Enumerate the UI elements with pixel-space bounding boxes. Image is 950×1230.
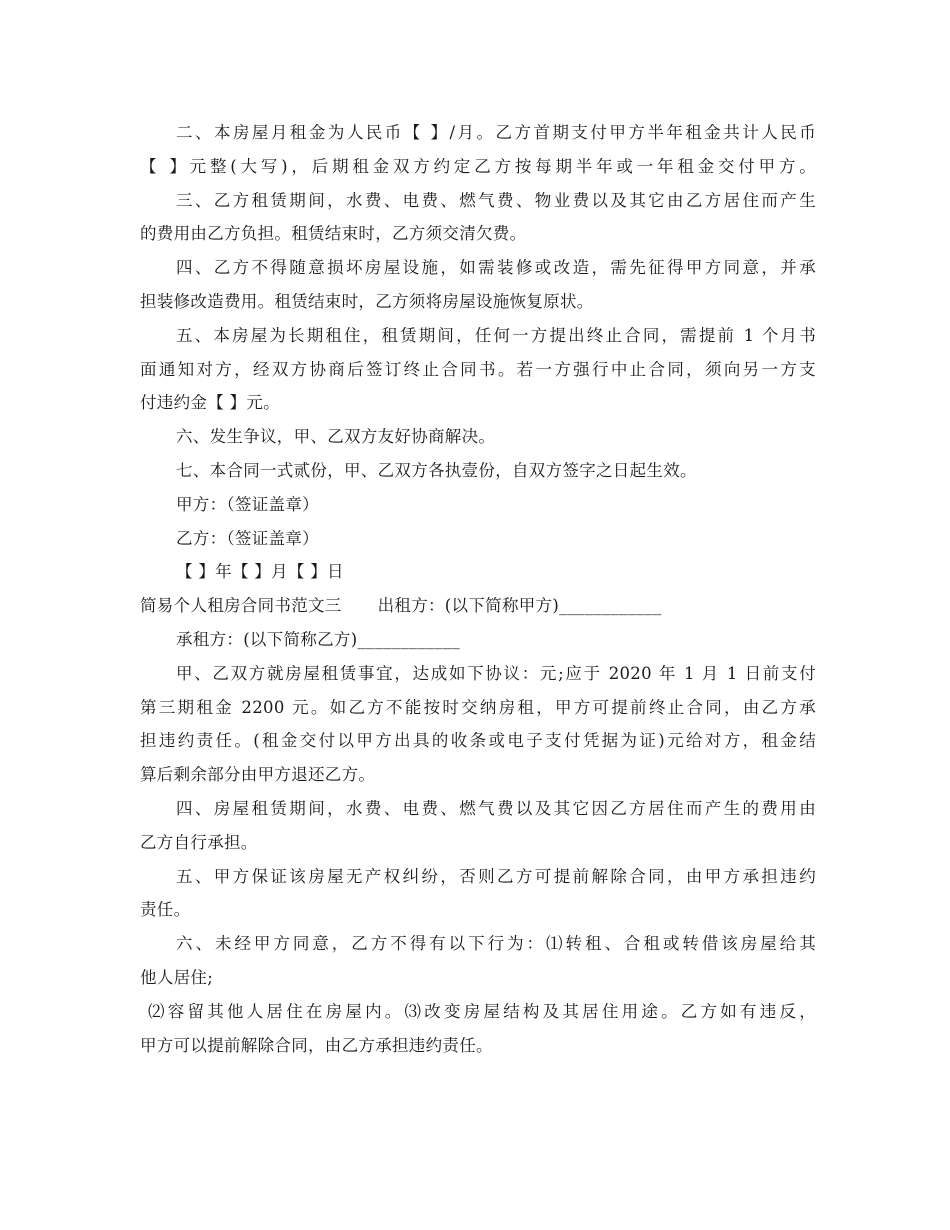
text-line: ⑵容留其他人居住在房屋内。⑶改变房屋结构及其居住用途。乙方如有违反， [148,1001,816,1021]
text-line: 甲方可以提前解除合同，由乙方承担违约责任。 [140,1035,493,1055]
section-title: 简易个人租房合同书范文三 [140,596,342,616]
text-line: 三、乙方租赁期间，水费、电费、燃气费、物业费以及其它由乙方居住而产生 [176,190,816,210]
text-line: 七、本合同一式贰份，甲、乙双方各执壹份，自双方签字之日起生效。 [176,460,697,480]
text-line: 六、未经甲方同意，乙方不得有以下行为：⑴转租、合租或转借该房屋给其 [176,934,816,954]
contract-page [140,116,816,1062]
text-line: 二、本房屋月租金为人民币【 】/月。乙方首期支付甲方半年租金共计人民币 [176,123,816,142]
section-title-line [140,589,816,623]
text-line: 六、发生争议，甲、乙双方友好协商解决。 [176,427,496,447]
text-line: 第三期租金 2200 元。如乙方不能按时交纳房租，甲方可提前终止合同，由乙方承 [140,697,816,717]
signature-date: 【 】年【 】月【 】日 [176,562,344,582]
text-line: 的费用由乙方负担。租赁结束时，乙方须交清欠费。 [140,224,527,244]
signature-party-a: 甲方：（签证盖章） [176,494,319,514]
text-line: 甲、乙双方就房屋租赁事宜，达成如下协议：元;应于 2020 年 1 月 1 日前支付 [176,663,816,683]
lessor-line: 出租方：(以下简称甲方)____________ [377,596,662,616]
text-line: 他人居住; [140,967,214,987]
text-line: 五、甲方保证该房屋无产权纠纷，否则乙方可提前解除合同，由甲方承担违约 [176,866,816,886]
text-line: 【 】元整(大写)，后期租金双方约定乙方按每期半年或一年租金交付甲方。 [140,156,816,176]
text-line: 算后剩余部分由甲方退还乙方。 [140,765,376,785]
text-line: 担装修改造费用。租赁结束时，乙方须将房屋设施恢复原状。 [140,291,594,311]
text-line: 责任。 [140,900,191,920]
text-line: 乙方自行承担。 [140,832,258,852]
text-line: 四、乙方不得随意损坏房屋设施，如需装修或改造，需先征得甲方同意，并承 [176,258,816,278]
text-line: 五、本房屋为长期租住，租赁期间，任何一方提出终止合同，需提前 1 个月书 [176,325,816,345]
signature-party-b: 乙方：（签证盖章） [176,528,319,548]
lessee-line: 承租方：(以下简称乙方)____________ [176,629,461,649]
text-line: 四、房屋租赁期间，水费、电费、燃气费以及其它因乙方居住而产生的费用由 [176,798,816,818]
text-line: 担违约责任。(租金交付以甲方出具的收条或电子支付凭据为证)元给对方，租金结 [140,731,816,751]
text-line: 面通知对方，经双方协商后签订终止合同书。若一方强行中止合同，须向另一方支 [140,359,816,379]
text-line: 付违约金【 】元。 [140,393,280,413]
